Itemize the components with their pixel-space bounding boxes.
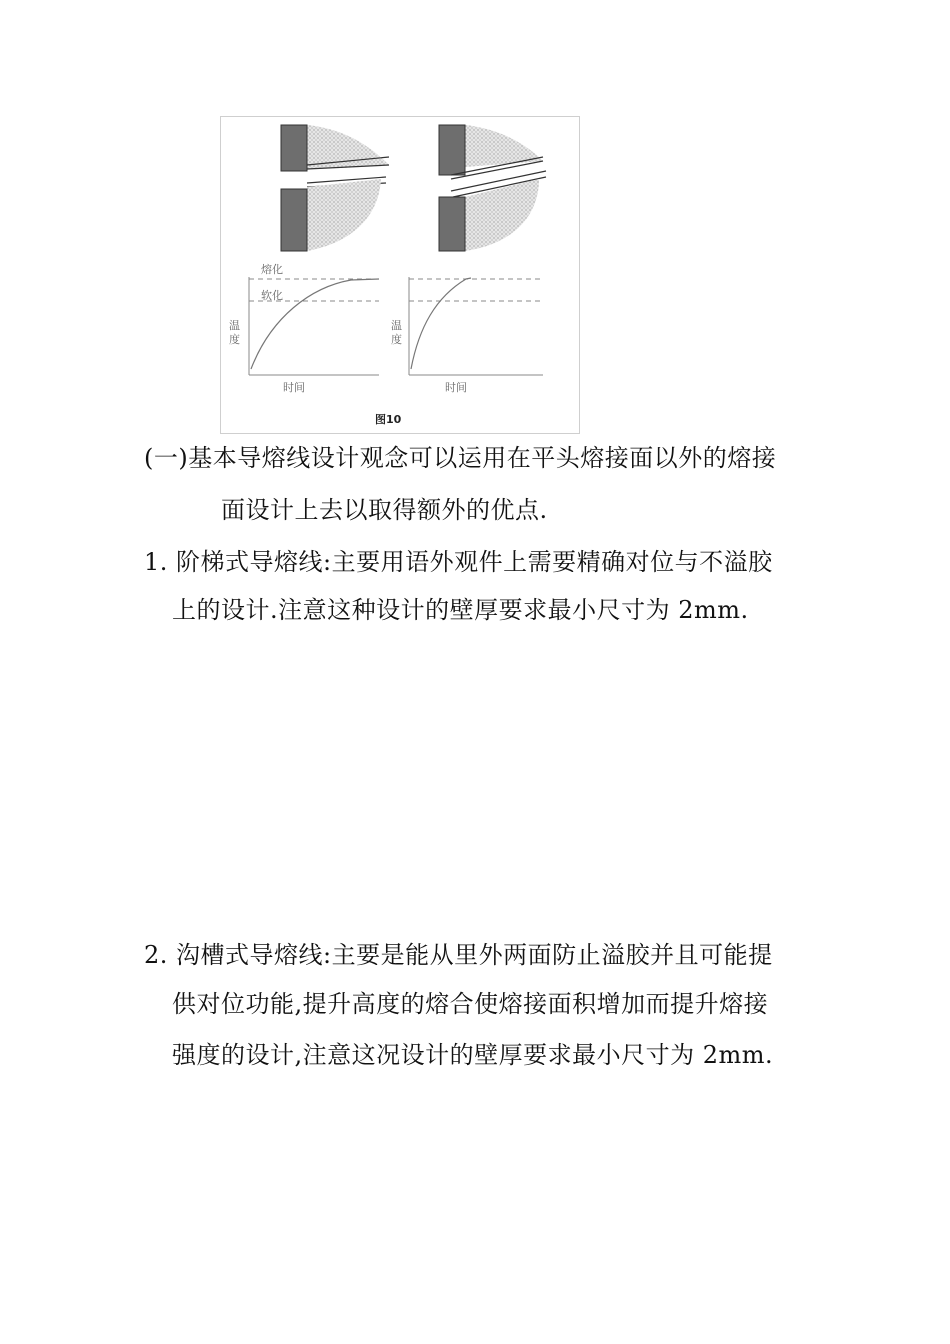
label-temperature-right: 温度 xyxy=(391,319,402,346)
upper-part-left xyxy=(307,125,389,169)
figure-caption: 图10 xyxy=(375,413,402,426)
label-soften: 软化 xyxy=(261,289,283,302)
lower-part-right xyxy=(465,179,539,251)
item-1-line-1: 1. 阶梯式导熔线:主要用语外观件上需要精确对位与不溢胶 xyxy=(144,548,773,576)
left-temperature-graph xyxy=(229,262,379,394)
right-temperature-graph xyxy=(391,277,543,394)
item-1-line-2: 上的设计.注意这种设计的壁厚要求最小尺寸为 2mm. xyxy=(172,596,749,624)
item-2-line-1: 2. 沟槽式导熔线:主要是能从里外两面防止溢胶并且可能提 xyxy=(144,941,773,969)
upper-wall-right xyxy=(439,125,465,175)
item-2-line-3: 强度的设计,注意这况设计的壁厚要求最小尺寸为 2mm. xyxy=(172,1041,774,1069)
lower-part-left xyxy=(307,179,381,251)
right-temperature-curve xyxy=(411,278,471,369)
label-melt: 熔化 xyxy=(261,263,283,276)
item-2-line-2: 供对位功能,提升高度的熔合使熔接面积增加而提升熔接 xyxy=(172,990,769,1018)
label-time-right: 时间 xyxy=(445,381,467,394)
figure-10 xyxy=(220,116,580,434)
label-temperature-left: 温度 xyxy=(229,319,240,346)
section-intro-line-1: (一)基本导熔线设计观念可以运用在平头熔接面以外的熔接 xyxy=(144,444,777,472)
figure-diagram xyxy=(221,117,579,433)
step-joint-diagram xyxy=(439,125,546,251)
lower-wall-left xyxy=(281,189,307,251)
lower-wall-right xyxy=(439,197,465,251)
upper-wall-left xyxy=(281,125,307,171)
upper-part-right xyxy=(465,125,543,167)
flat-joint-diagram xyxy=(281,125,389,251)
label-time-left: 时间 xyxy=(283,381,305,394)
section-intro-line-2: 面设计上去以取得额外的优点. xyxy=(221,496,548,524)
